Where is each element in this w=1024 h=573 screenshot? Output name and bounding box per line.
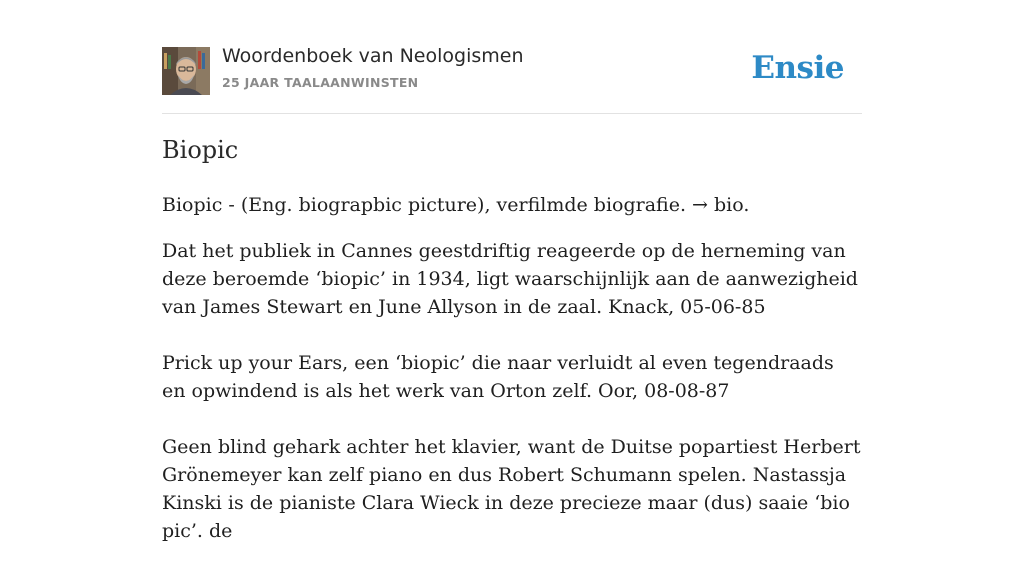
citation-item: Dat het publiek in Cannes geestdriftig reageerde op de herneming van deze beroemde ‘biopic’ in 1934, ligt waarschijnlijk aan de aanwezigheid van James Stewart en June Allyson in de zaal. Knack, 05-06-85	[162, 240, 858, 318]
author-portrait-icon	[162, 47, 210, 95]
author-avatar[interactable]	[162, 47, 210, 95]
site-header	[162, 0, 862, 114]
see-also-link-label: bio.	[714, 194, 750, 216]
page-container	[162, 0, 862, 542]
entry-definition	[162, 191, 749, 219]
see-also-link[interactable]	[692, 194, 749, 216]
definition-text: Biopic - (Eng. biograpbic picture), verfilmde biografie.	[162, 194, 693, 216]
citations-list	[162, 237, 862, 573]
ensie-logo-link[interactable]: Ensie	[751, 50, 844, 86]
site-title[interactable]: Woordenboek van Neologismen	[222, 45, 524, 67]
arrow-right-icon: →	[692, 194, 708, 216]
entry-title: Biopic	[162, 136, 239, 164]
citation-item: Prick up your Ears, een ‘biopic’ die naar verluidt al even tegendraads en opwindend is als het werk van Orton zelf. Oor, 08-08-87	[162, 352, 834, 402]
site-subtitle: 25 JAAR TAALAANWINSTEN	[222, 75, 419, 90]
citation-item: Geen blind gehark achter het klavier, want de Duitse popartiest Herbert Grönemeyer kan zelf piano en dus Robert Schumann spelen. Nastassja Kinski is de pianiste Clara Wieck in deze precieze maar (dus) saaie ‘bio pic’. de	[162, 436, 861, 542]
